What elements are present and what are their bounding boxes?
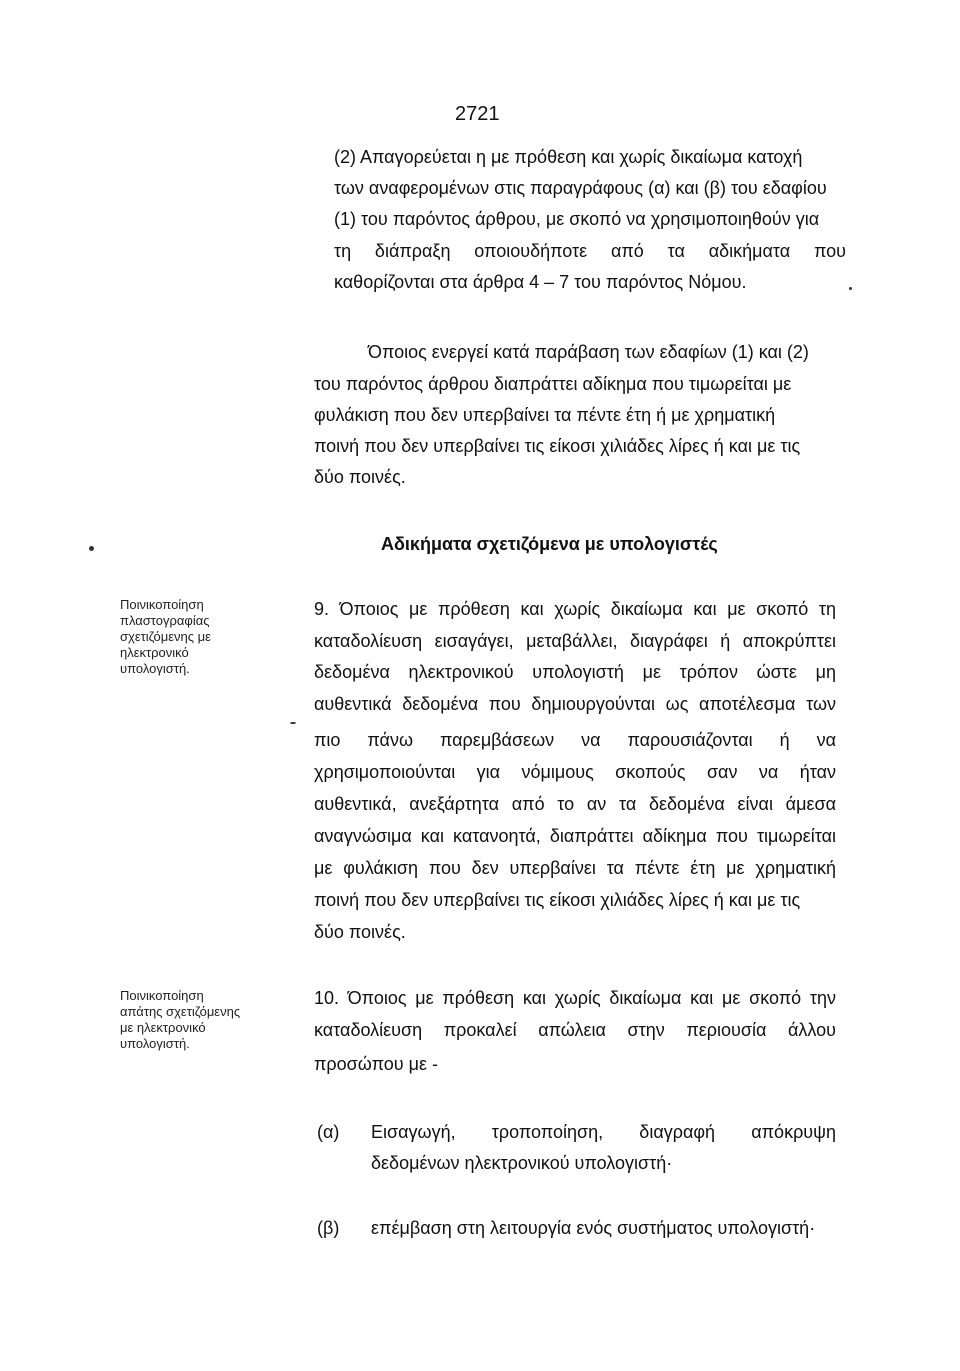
scan-speck [89, 546, 94, 551]
paragraph-line: (2) Απαγορεύεται η με πρόθεση και χωρίς δικαίωμα κατοχή [334, 147, 803, 167]
paragraph-line: πιο πάνω παρεμβάσεων να παρουσιάζονται ή να [314, 730, 836, 750]
paragraph-line: τη διάπραξη οποιουδήποτε από τα αδικήματα που [334, 241, 846, 261]
margin-note-line: πλαστογραφίας [120, 613, 210, 628]
paragraph-line: των αναφερομένων στις παραγράφους (α) και (β) του εδαφίου [334, 178, 827, 198]
paragraph-line: (1) του παρόντος άρθρου, με σκοπό να χρησιμοποιηθούν για [334, 209, 820, 229]
list-marker: (β) [317, 1218, 340, 1238]
paragraph-line: δεδομένων ηλεκτρονικού υπολογιστή· [371, 1153, 673, 1173]
margin-note-forgery [120, 597, 211, 677]
paragraph-line: χρησιμοποιούνται για νόμιμους σκοπούς σαν να ήταν [314, 762, 836, 782]
paragraph-line: δύο ποινές. [314, 922, 406, 942]
margin-note-line: σχετιζόμενης με [120, 629, 211, 644]
paragraph-line: φυλάκιση που δεν υπερβαίνει τα πέντε έτη ή με χρηματική [314, 405, 776, 425]
scan-speck [290, 722, 296, 724]
scan-speck [849, 287, 852, 290]
margin-note-fraud [120, 988, 240, 1052]
list-marker: (α) [317, 1122, 340, 1142]
margin-note-line: Ποινικοποίηση [120, 597, 204, 612]
paragraph-line: δύο ποινές. [314, 467, 406, 487]
paragraph-line: δεδομένα ηλεκτρονικού υπολογιστή με τρόπον ώστε μη [314, 662, 836, 682]
paragraph-line: Όποιος ενεργεί κατά παράβαση των εδαφίων (1) και (2) [368, 342, 809, 362]
paragraph-line: αυθεντικά δεδομένα που δημιουργούνται ως αποτέλεσμα των [314, 694, 836, 714]
paragraph-line: αυθεντικά, ανεξάρτητα από το αν τα δεδομένα είναι άμεσα [314, 794, 836, 814]
paragraph-line: καθορίζονται στα άρθρα 4 – 7 του παρόντος Νόμου. [334, 272, 747, 292]
margin-note-line: απάτης σχετιζόμενης [120, 1004, 241, 1019]
paragraph-line: αναγνώσιμα και κατανοητά, διαπράττει αδίκημα που τιμωρείται [314, 826, 836, 846]
paragraph-line: ποινή που δεν υπερβαίνει τις είκοσι χιλιάδες λίρες ή και με τις [314, 890, 801, 910]
paragraph-line: καταδολίευση εισαγάγει, μεταβάλλει, διαγράφει ή αποκρύπτει [314, 631, 836, 651]
paragraph-line: καταδολίευση προκαλεί απώλεια στην περιουσία άλλου [314, 1020, 836, 1040]
paragraph-line: του παρόντος άρθρου διαπράττει αδίκημα που τιμωρείται με [314, 374, 792, 394]
paragraph-line: επέμβαση στη λειτουργία ενός συστήματος υπολογιστή· [371, 1218, 816, 1238]
margin-note-line: Ποινικοποίηση [120, 988, 204, 1003]
section-heading: Αδικήματα σχετιζόμενα με υπολογιστές [381, 534, 718, 554]
paragraph-line: προσώπου με - [314, 1054, 438, 1074]
margin-note-line: με ηλεκτρονικό [120, 1020, 206, 1035]
paragraph-line: ποινή που δεν υπερβαίνει τις είκοσι χιλιάδες λίρες ή και με τις [314, 436, 801, 456]
paragraph-line: 10. Όποιος με πρόθεση και χωρίς δικαίωμα και με σκοπό την [314, 988, 836, 1008]
margin-note-line: υπολογιστή. [120, 661, 190, 676]
paragraph-line: Εισαγωγή, τροποποίηση, διαγραφή απόκρυψη [371, 1122, 836, 1142]
page-number: 2721 [455, 103, 500, 125]
paragraph-line: με φυλάκιση που δεν υπερβαίνει τα πέντε έτη με χρηματική [314, 858, 836, 878]
paragraph-line: 9. Όποιος με πρόθεση και χωρίς δικαίωμα και με σκοπό τη [314, 599, 836, 619]
margin-note-line: υπολογιστή. [120, 1036, 190, 1051]
margin-note-line: ηλεκτρονικό [120, 645, 189, 660]
